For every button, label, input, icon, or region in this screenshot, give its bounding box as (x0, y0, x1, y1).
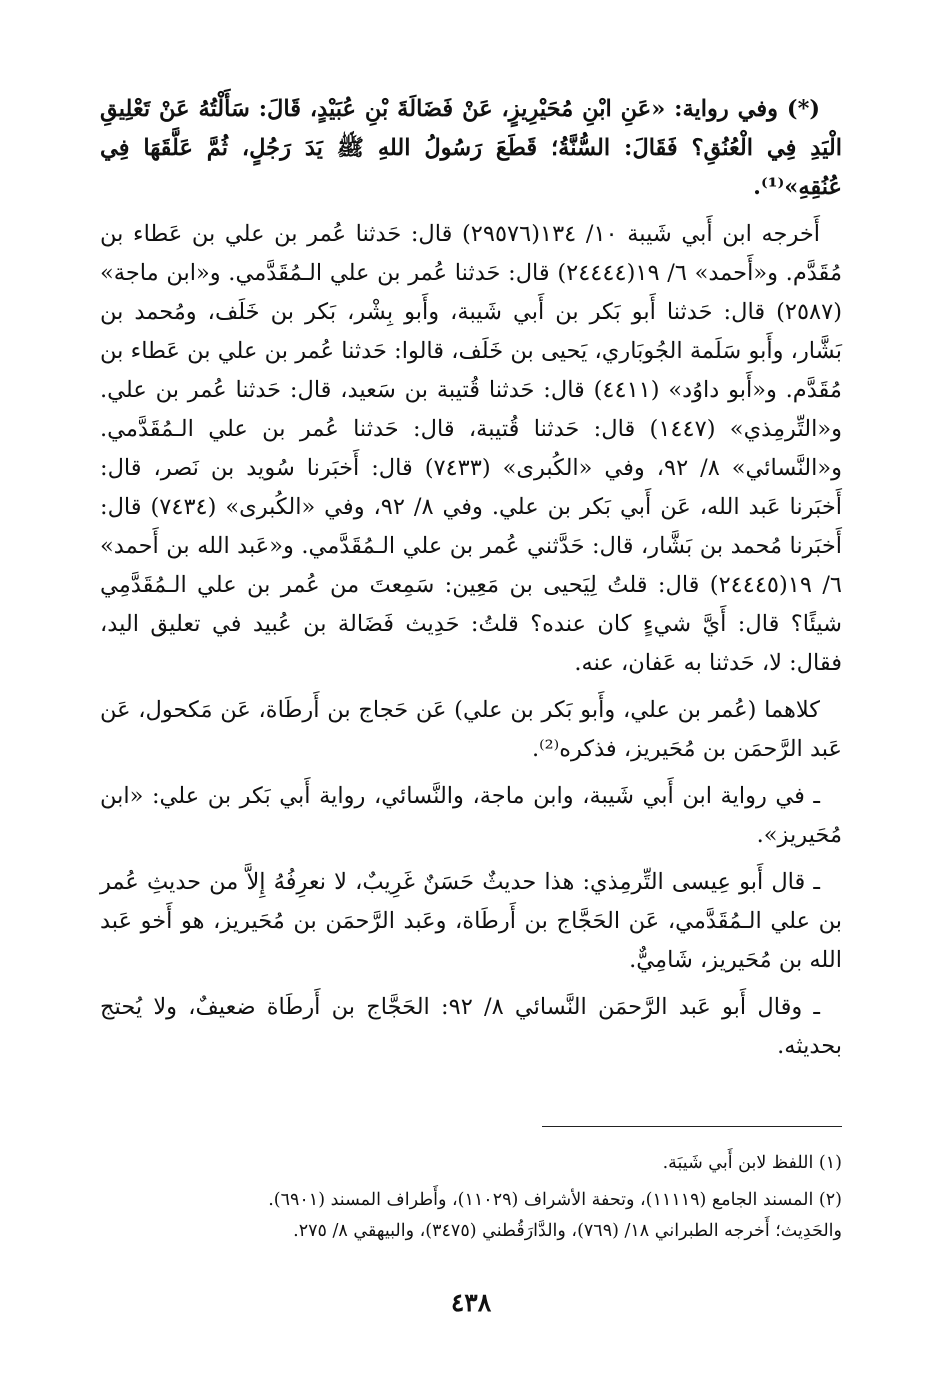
page-number: ٤٣٨ (450, 1288, 492, 1317)
chain-summary-paragraph: كلاهما (عُمر بن علي، وأَبو بَكر بن علي) عَن حَجاج بن أَرطَاة، عَن مَكحول، عَن عَبد الرَّحمَن بن مُحَيريز، فذكره⁽²⁾. (100, 697, 842, 762)
footnote-2-continuation: والحَدِيث؛ أَخرجه الطبراني ١٨/ (٧٦٩)، والدَّارَقُطني (٣٤٧٥)، والبيهقي ٨/ ٢٧٥. (293, 1221, 842, 1241)
takhrij-paragraph: أَخرجه ابن أَبي شَيبة ١٠/ ١٣٤(٢٩٥٧٦) قال: حَدثنا عُمر بن علي بن عَطاء بن مُقَدَّم. و«أَحمد» ٦/ ١٩(٢٤٤٤٤) قال: حَدثنا عُمر بن علي الـمُقَدَّمي. و«ابن ماجة» (٢٥٨٧) قال: حَدثنا أَبو بَكر بن أَبي شَيبة، وأَبو بِشْر، بَكر بن خَلَف، ومُحمد بن بَشَّار، وأَبو سَلَمة الجُوبَاري، يَحيى بن خَلَف، قالوا: حَدثنا عُمر بن علي بن عَطاء بن مُقَدَّم. و«أَبو داوُد» (٤٤١١) قال: حَدثنا قُتيبة بن سَعيد، قال: حَدثنا عُمر بن علي. و«التِّرمِذي» (١٤٤٧) قال: حَدثنا قُتيبة، قال: حَدثنا عُمر بن علي الـمُقَدَّمي. و«النَّسائي» ٨/ ٩٢، وفي «الكُبرى» (٧٤٣٣) قال: أَخبَرنا سُويد بن نَصر، قال: أَخبَرنا عَبد الله، عَن أَبي بَكر بن علي. وفي ٨/ ٩٢، وفي «الكُبرى» (٧٤٣٤) قال: أَخبَرنا مُحمد بن بَشَّار، قال: حَدَّثني عُمر بن علي الـمُقَدَّمي. و«عَبد الله بن أَحمد» ٦/ ١٩(٢٤٤٤٥) قال: قلتُ لِيَحيى بن مَعِين: سَمِعتَ من عُمر بن علي الـمُقَدَّمِي شيئًا؟ قال: أَيَّ شيءٍ كان عنده؟ قلتُ: حَدِيث فَضَالة بن عُبيد في تعليق اليد، فقال: لا، حَدثنا به عَفان، عنه. (100, 221, 843, 676)
page-body (100, 90, 843, 1241)
narration-note-paragraph: ـ في رواية ابن أَبي شَيبة، وابن ماجة، والنَّسائي، رواية أَبي بَكر بن علي: «ابن مُحَيريز». (100, 783, 842, 848)
hadith-text-paragraph: (*) وفي رواية: «عَنِ ابْنِ مُحَيْرِيزٍ، عَنْ فَضَالَةَ بْنِ عُبَيْدٍ، قَالَ: سَأَلْتُهُ عَنْ تَعْلِيقِ الْيَدِ فِي الْعُنُقِ؟ فَقَالَ: السُّنَّةُ؛ قَطَعَ رَسُولُ اللهِ ﷺ يَدَ رَجُلٍ، ثُمَّ عَلَّقَهَا فِي عُنُقِهِ»⁽¹⁾. (100, 96, 842, 200)
footnote-2: (٢) المسند الجامع (١١١١٩)، وتحفة الأشراف (١١٠٢٩)، وأَطراف المسند (٦٩٠١). (268, 1190, 842, 1210)
footnote-divider (542, 1126, 842, 1127)
footnotes (100, 1148, 842, 1253)
footnote-1: (١) اللفظ لابن أَبي شَيبَة. (662, 1153, 842, 1173)
nasai-comment-paragraph: ـ وقال أَبو عَبد الرَّحمَن النَّسائي ٨/ ٩٢: الحَجَّاج بن أَرطَاة ضعيفٌ، ولا يُحتج بحديثه. (100, 994, 842, 1059)
tirmidhi-comment-paragraph: ـ قال أَبو عِيسى التِّرمِذي: هذا حديثٌ حَسَنٌ غَرِيبٌ، لا نعرِفُهُ إِلاَّ من حديثِ عُمر بن علي الـمُقَدَّمي، عَن الحَجَّاج بن أَرطَاة، وعَبد الرَّحمَن بن مُحَيريز، هو أَخو عَبد الله بن مُحَيريز، شَامِيٌّ. (100, 869, 842, 973)
